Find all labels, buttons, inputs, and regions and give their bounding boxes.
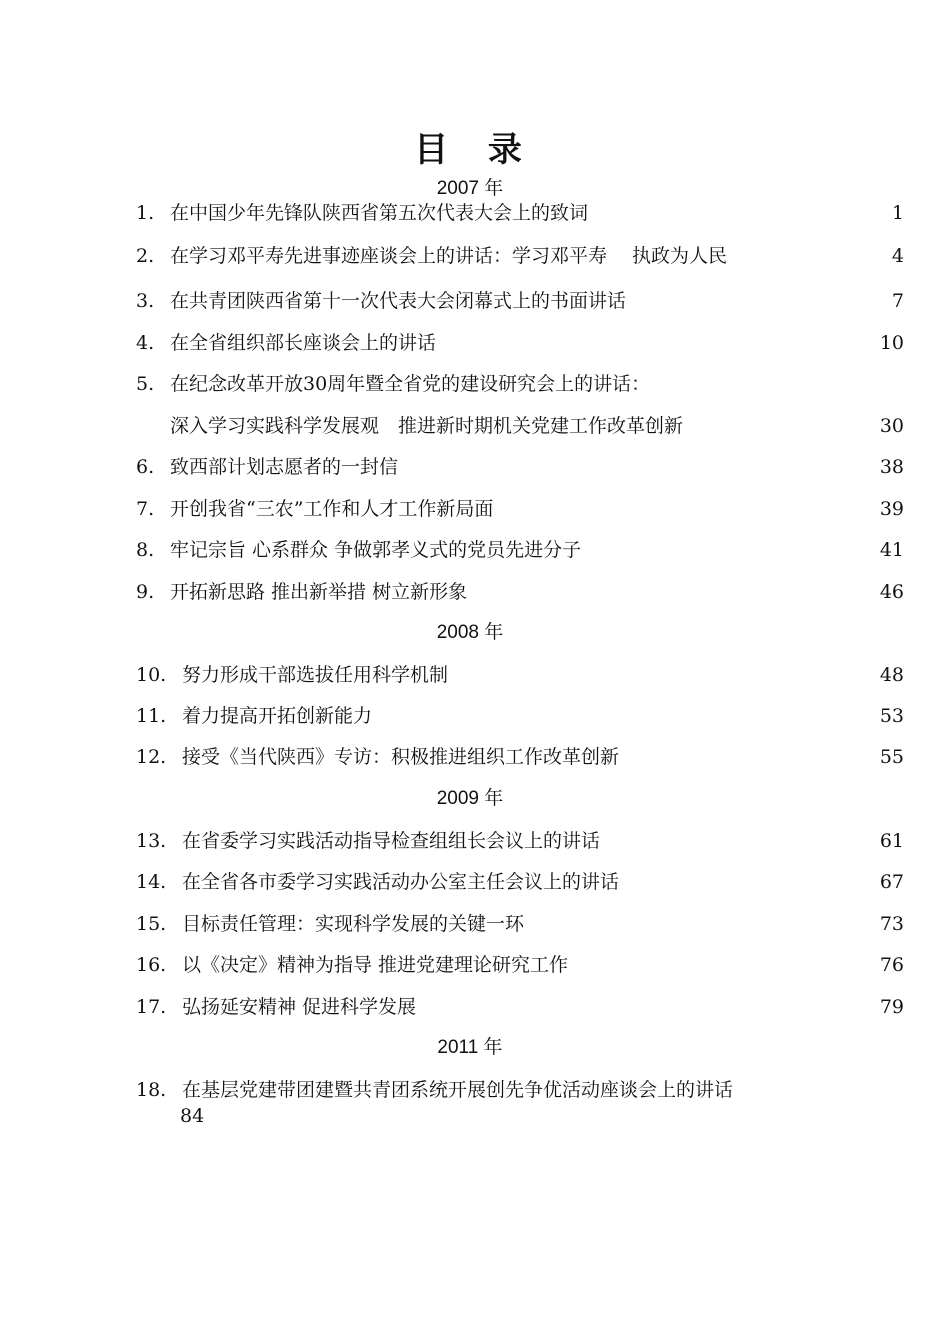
- entry-number: 11.: [136, 705, 167, 727]
- entry-number: 12.: [136, 746, 167, 768]
- entry-title: 开拓新思路 推出新举措 树立新形象: [170, 581, 468, 603]
- entry-number: 7.: [136, 498, 155, 520]
- entry-page: 61: [879, 830, 904, 852]
- entry-page: 30: [879, 415, 904, 437]
- entry-number: 2.: [136, 245, 155, 267]
- entry-title: 以《决定》精神为指导 推进党建理论研究工作: [182, 954, 569, 976]
- entry-page: 7: [891, 290, 904, 312]
- entry-page: 46: [879, 581, 904, 603]
- entry-title: 在共青团陕西省第十一次代表大会闭幕式上的书面讲话: [170, 290, 627, 312]
- entry-title: 目标责任管理：实现科学发展的关键一环: [182, 913, 525, 935]
- entry-title: 在纪念改革开放30周年暨全省党的建设研究会上的讲话：: [170, 373, 651, 395]
- entry-number: 9.: [136, 581, 155, 603]
- entry-title: 牢记宗旨 心系群众 争做郭孝义式的党员先进分子: [170, 539, 582, 561]
- entry-page: 53: [879, 705, 904, 727]
- entry-title: 在学习邓平寿先进事迹座谈会上的讲话：学习邓平寿 执政为人民: [170, 245, 728, 267]
- entry-number: 6.: [136, 456, 155, 478]
- entry-number: 8.: [136, 539, 155, 561]
- entry-title: 着力提高开拓创新能力: [182, 705, 373, 727]
- entry-number: 4.: [136, 332, 155, 354]
- entry-page: 38: [879, 456, 904, 478]
- entry-page: 55: [879, 746, 904, 768]
- entry-number: 15.: [136, 913, 167, 935]
- year-heading-2011: 2011 年: [437, 1037, 503, 1058]
- year-heading-2008: 2008 年: [436, 622, 504, 643]
- entry-title: 开创我省“三农”工作和人才工作新局面: [170, 498, 494, 520]
- entry-page: 73: [879, 913, 904, 935]
- entry-number: 18.: [136, 1079, 167, 1101]
- entry-subtitle: 深入学习实践科学发展观 推进新时期机关党建工作改革创新: [170, 415, 684, 437]
- entry-page: 10: [879, 332, 904, 354]
- entry-number: 1.: [136, 202, 155, 224]
- entry-title: 弘扬延安精神 促进科学发展: [182, 996, 417, 1018]
- year-heading-2009: 2009 年: [436, 788, 504, 809]
- entry-number: 3.: [136, 290, 155, 312]
- page-title: 目 录: [414, 130, 536, 170]
- entry-title: 努力形成干部选拔任用科学机制: [182, 664, 449, 686]
- entry-title: 在基层党建带团建暨共青团系统开展创先争优活动座谈会上的讲话: [182, 1079, 734, 1101]
- entry-page: 76: [879, 954, 904, 976]
- entry-page: 39: [879, 498, 904, 520]
- entry-title: 在全省各市委学习实践活动办公室主任会议上的讲话: [182, 871, 620, 893]
- entry-page: 4: [891, 245, 904, 267]
- entry-number: 16.: [136, 954, 167, 976]
- entry-number: 13.: [136, 830, 167, 852]
- entry-number: 14.: [136, 871, 167, 893]
- entry-page: 41: [879, 539, 904, 561]
- entry-page: 84: [180, 1105, 205, 1127]
- entry-page: 79: [879, 996, 904, 1018]
- entry-title: 在全省组织部长座谈会上的讲话: [170, 332, 437, 354]
- entry-title: 在省委学习实践活动指导检查组组长会议上的讲话: [182, 830, 601, 852]
- entry-number: 5.: [136, 373, 155, 395]
- entry-title: 在中国少年先锋队陕西省第五次代表大会上的致词: [170, 202, 589, 224]
- entry-page: 48: [879, 664, 904, 686]
- entry-page: 67: [879, 871, 904, 893]
- entry-page: 1: [891, 202, 904, 224]
- entry-title: 致西部计划志愿者的一封信: [170, 456, 399, 478]
- entry-title: 接受《当代陕西》专访：积极推进组织工作改革创新: [182, 746, 620, 768]
- entry-number: 17.: [136, 996, 167, 1018]
- entry-number: 10.: [136, 664, 167, 686]
- year-heading-2007: 2007 年: [436, 178, 504, 199]
